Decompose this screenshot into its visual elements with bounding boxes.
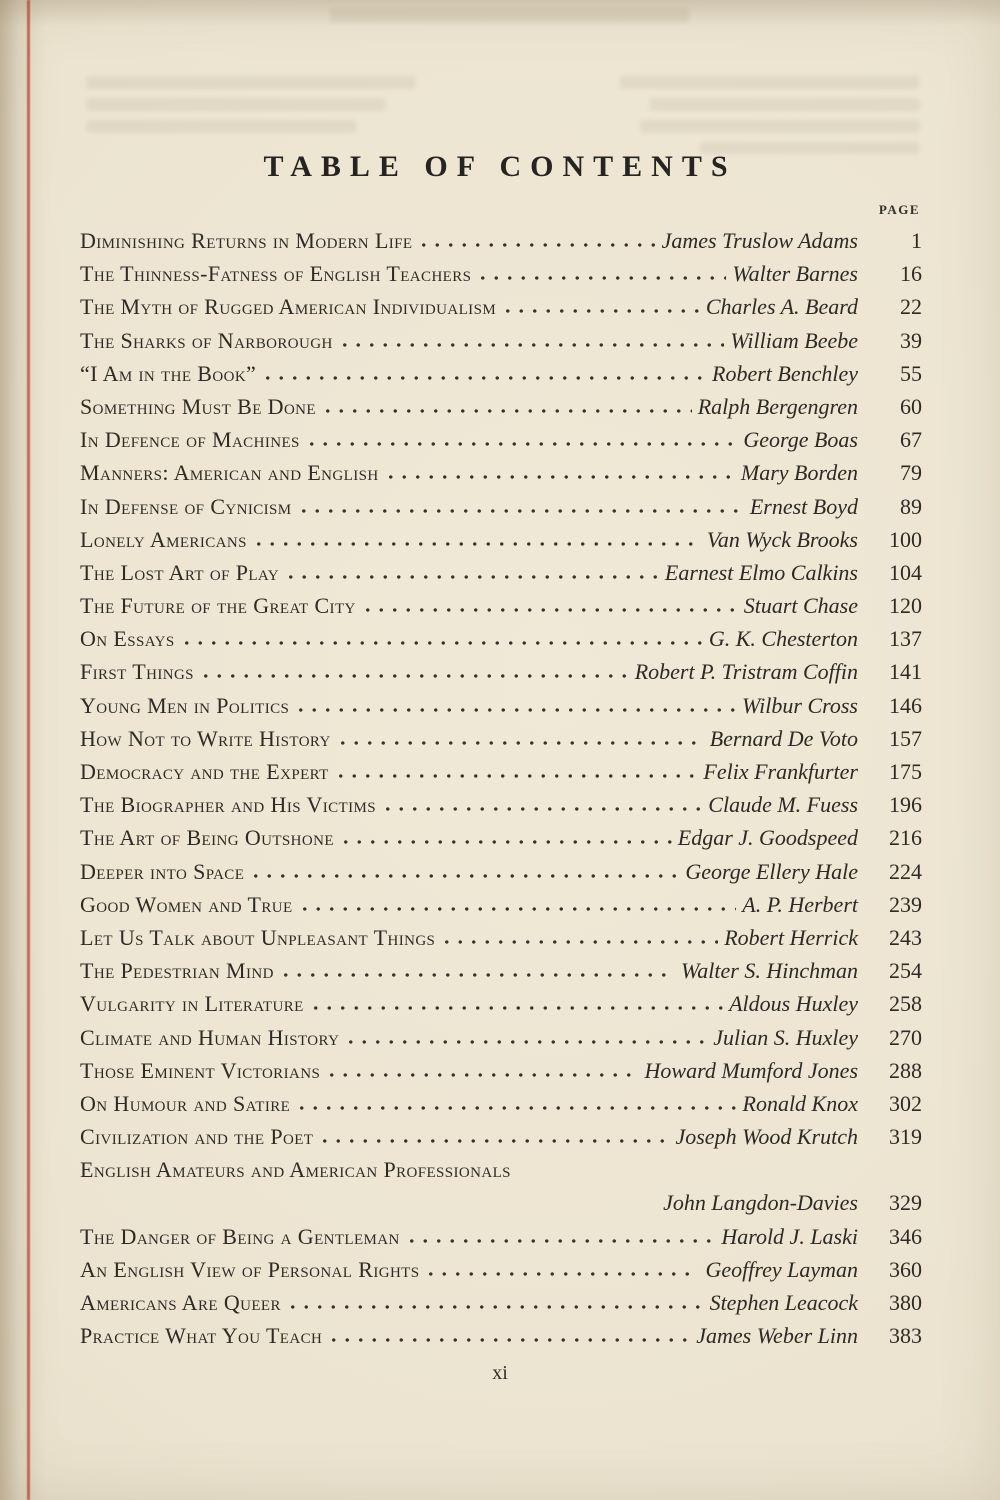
entry-page: 22 — [900, 294, 922, 320]
entry-author: Robert Benchley — [712, 360, 858, 386]
entry-page: 100 — [889, 526, 922, 552]
entry-author: John Langdon-Davies — [663, 1190, 858, 1216]
page-gutter-shadow — [0, 0, 46, 1500]
toc-entry-author-line — [80, 1186, 922, 1219]
entry-title: First Things — [80, 659, 194, 685]
toc-entry — [80, 821, 922, 854]
toc-entries — [80, 224, 922, 1352]
entry-title: On Essays — [80, 626, 175, 652]
entry-author: Bernard De Voto — [709, 725, 858, 751]
entry-page: 380 — [889, 1290, 922, 1315]
entry-author: Stephen Leacock — [709, 1290, 858, 1315]
entry-author: Ronald Knox — [742, 1090, 858, 1116]
entry-author: Howard Mumford Jones — [644, 1057, 858, 1083]
entry-page: 243 — [889, 924, 922, 950]
dot-leader — [305, 441, 738, 447]
entry-title: Vulgarity in Literature — [80, 991, 304, 1017]
entry-title: Good Women and True — [80, 891, 293, 917]
dot-leader — [476, 275, 726, 281]
entry-title: The Art of Being Outshone — [80, 825, 334, 851]
toc-entry — [80, 1319, 922, 1352]
dot-leader — [325, 1072, 638, 1078]
page-column-header: PAGE — [878, 202, 920, 217]
entry-author: George Ellery Hale — [685, 858, 858, 884]
entry-title: The Biographer and His Victims — [80, 792, 376, 818]
toc-entry — [80, 1054, 922, 1087]
dot-leader — [417, 242, 655, 248]
entry-title: The Thinness-Fatness of English Teachers — [80, 261, 472, 287]
toc-entry — [80, 257, 922, 290]
toc-entry — [80, 954, 922, 987]
entry-title: The Future of the Great City — [80, 593, 356, 619]
entry-page: 104 — [889, 559, 922, 585]
toc-entry — [80, 888, 922, 921]
entry-page: 239 — [889, 891, 922, 917]
entry-author: Geoffrey Layman — [705, 1256, 858, 1282]
page-top-shadow — [0, 0, 1000, 26]
dot-leader — [327, 1337, 690, 1343]
entry-title: English Amateurs and American Professionals — [80, 1157, 511, 1183]
entry-author: Aldous Huxley — [729, 991, 858, 1017]
entry-author: Claude M. Fuess — [708, 792, 858, 818]
dot-leader — [405, 1238, 716, 1244]
dot-leader — [424, 1271, 699, 1277]
bleedthrough-smudge — [620, 76, 920, 89]
dot-leader — [501, 308, 700, 314]
scan-artifact-red-line — [27, 0, 30, 1500]
toc-entry — [80, 490, 922, 523]
page-title: TABLE OF CONTENTS — [263, 150, 737, 183]
entry-page: 67 — [900, 427, 922, 453]
dot-leader — [309, 1005, 723, 1011]
entry-title: Something Must Be Done — [80, 393, 316, 419]
toc-entry — [80, 1021, 922, 1054]
toc-entry — [80, 290, 922, 323]
toc-entry — [80, 423, 922, 456]
entry-title: “I Am in the Book” — [80, 360, 257, 386]
entry-title: Diminishing Returns in Modern Life — [80, 228, 413, 253]
entry-title: Climate and Human History — [80, 1024, 340, 1050]
entry-author: Ralph Bergengren — [697, 393, 858, 419]
toc-entry — [80, 855, 922, 888]
entry-page: 141 — [889, 659, 922, 685]
entry-title: The Pedestrian Mind — [80, 958, 274, 984]
entry-page: 383 — [889, 1323, 922, 1349]
dot-leader — [252, 541, 701, 547]
entry-author: James Weber Linn — [696, 1323, 858, 1349]
entry-title: The Danger of Being a Gentleman — [80, 1223, 400, 1249]
toc-entry — [80, 456, 922, 489]
toc-entry — [80, 987, 922, 1020]
dot-leader — [361, 607, 738, 613]
dot-leader — [294, 707, 736, 713]
entry-page: 288 — [889, 1057, 922, 1083]
dot-leader — [318, 1138, 669, 1144]
entry-page: 302 — [889, 1090, 922, 1116]
entry-page: 329 — [889, 1190, 922, 1216]
entry-author: William Beebe — [730, 327, 858, 353]
entry-page: 157 — [889, 725, 922, 751]
entry-page: 196 — [889, 792, 922, 818]
dot-leader — [336, 740, 704, 746]
dot-leader — [384, 474, 735, 480]
dot-leader — [284, 574, 659, 580]
toc-entry — [80, 1087, 922, 1120]
entry-page: 258 — [889, 991, 922, 1017]
entry-title: The Sharks of Narborough — [80, 327, 333, 353]
toc-entry — [80, 722, 922, 755]
entry-page: 79 — [900, 460, 922, 486]
dot-leader — [180, 640, 703, 646]
entry-author: Edgar J. Goodspeed — [677, 825, 858, 851]
entry-page: 360 — [889, 1256, 922, 1282]
dot-leader — [199, 673, 629, 679]
entry-author: Van Wyck Brooks — [706, 526, 858, 552]
toc-entry — [80, 788, 922, 821]
entry-title: Practice What You Teach — [80, 1323, 323, 1349]
entry-title: An English View of Personal Rights — [80, 1256, 420, 1282]
toc-entry — [80, 589, 922, 622]
dot-leader — [344, 1039, 707, 1045]
entry-page: 175 — [889, 759, 922, 784]
toc-entry-title-line — [80, 1153, 922, 1186]
entry-author: Felix Frankfurter — [703, 759, 858, 784]
entry-author: Charles A. Beard — [705, 294, 858, 320]
dot-leader — [321, 408, 692, 414]
dot-leader — [381, 806, 702, 812]
entry-page: 89 — [900, 493, 922, 519]
entry-page: 120 — [889, 593, 922, 619]
toc-entry — [80, 324, 922, 357]
dot-leader — [249, 873, 679, 879]
entry-author: Stuart Chase — [743, 593, 858, 619]
entry-author: Joseph Wood Krutch — [675, 1124, 858, 1150]
toc-entry — [80, 390, 922, 423]
entry-page: 146 — [889, 692, 922, 718]
entry-author: George Boas — [743, 427, 858, 453]
entry-author: Walter S. Hinchman — [680, 958, 858, 984]
toc-entry — [80, 689, 922, 722]
entry-author: Robert P. Tristram Coffin — [634, 659, 858, 685]
entry-author: Ernest Boyd — [749, 493, 858, 519]
dot-leader — [297, 508, 744, 514]
dot-leader — [295, 1105, 736, 1111]
entry-author: Wilbur Cross — [742, 692, 858, 718]
toc-entry — [80, 755, 922, 788]
entry-title: Let Us Talk about Unpleasant Things — [80, 924, 436, 950]
entry-title: In Defense of Cynicism — [80, 493, 292, 519]
entry-author: Julian S. Huxley — [713, 1024, 858, 1050]
entry-page: 319 — [889, 1124, 922, 1150]
entry-page: 346 — [889, 1223, 922, 1249]
dot-leader — [339, 839, 672, 845]
entry-page: 270 — [889, 1024, 922, 1050]
entry-page: 224 — [889, 858, 922, 884]
toc-entry — [80, 1220, 922, 1253]
entry-title: Those Eminent Victorians — [80, 1057, 321, 1083]
dot-leader — [279, 972, 675, 978]
bleedthrough-smudge — [330, 8, 690, 23]
entry-page: 216 — [889, 825, 922, 851]
entry-author: Harold J. Laski — [721, 1223, 858, 1249]
dot-leader — [298, 906, 737, 912]
folio-page-number: xi — [492, 1362, 508, 1384]
entry-author: Walter Barnes — [732, 261, 858, 287]
entry-author: James Truslow Adams — [661, 228, 858, 253]
dot-leader — [334, 773, 698, 779]
bleedthrough-smudge — [86, 98, 386, 111]
entry-title: The Myth of Rugged American Individualism — [80, 294, 497, 320]
dot-leader — [286, 1304, 704, 1310]
entry-page: 1 — [911, 228, 922, 253]
toc-entry — [80, 1253, 922, 1286]
entry-page: 16 — [900, 261, 922, 287]
bleedthrough-smudge — [640, 120, 920, 133]
entry-title: Democracy and the Expert — [80, 759, 329, 784]
dot-leader — [261, 375, 706, 381]
entry-page: 60 — [900, 393, 922, 419]
entry-author: G. K. Chesterton — [708, 626, 858, 652]
toc-entry — [80, 357, 922, 390]
toc-entry — [80, 655, 922, 688]
dot-leader — [338, 342, 725, 348]
entry-page: 137 — [889, 626, 922, 652]
bleedthrough-smudge — [86, 120, 356, 133]
entry-title: The Lost Art of Play — [80, 559, 280, 585]
toc-entry — [80, 523, 922, 556]
entry-title: Lonely Americans — [80, 526, 247, 552]
entry-title: On Humour and Satire — [80, 1090, 291, 1116]
dot-leader — [440, 939, 718, 945]
entry-page: 254 — [889, 958, 922, 984]
entry-title: Manners: American and English — [80, 460, 379, 486]
entry-title: Young Men in Politics — [80, 692, 290, 718]
entry-page: 39 — [900, 327, 922, 353]
entry-author: A. P. Herbert — [742, 891, 858, 917]
entry-page: 55 — [900, 360, 922, 386]
entry-title: Deeper into Space — [80, 858, 245, 884]
toc-entry — [80, 622, 922, 655]
entry-author: Mary Borden — [740, 460, 858, 486]
entry-title: Americans Are Queer — [80, 1290, 281, 1315]
toc-entry — [80, 1286, 922, 1319]
bleedthrough-smudge — [650, 98, 920, 111]
toc-entry — [80, 1120, 922, 1153]
entry-title: How Not to Write History — [80, 725, 331, 751]
toc-entry — [80, 556, 922, 589]
entry-author: Earnest Elmo Calkins — [664, 559, 858, 585]
bleedthrough-smudge — [86, 76, 416, 89]
toc-entry — [80, 224, 922, 257]
entry-title: Civilization and the Poet — [80, 1124, 314, 1150]
toc-entry — [80, 921, 922, 954]
entry-author: Robert Herrick — [724, 924, 858, 950]
entry-title: In Defence of Machines — [80, 427, 300, 453]
